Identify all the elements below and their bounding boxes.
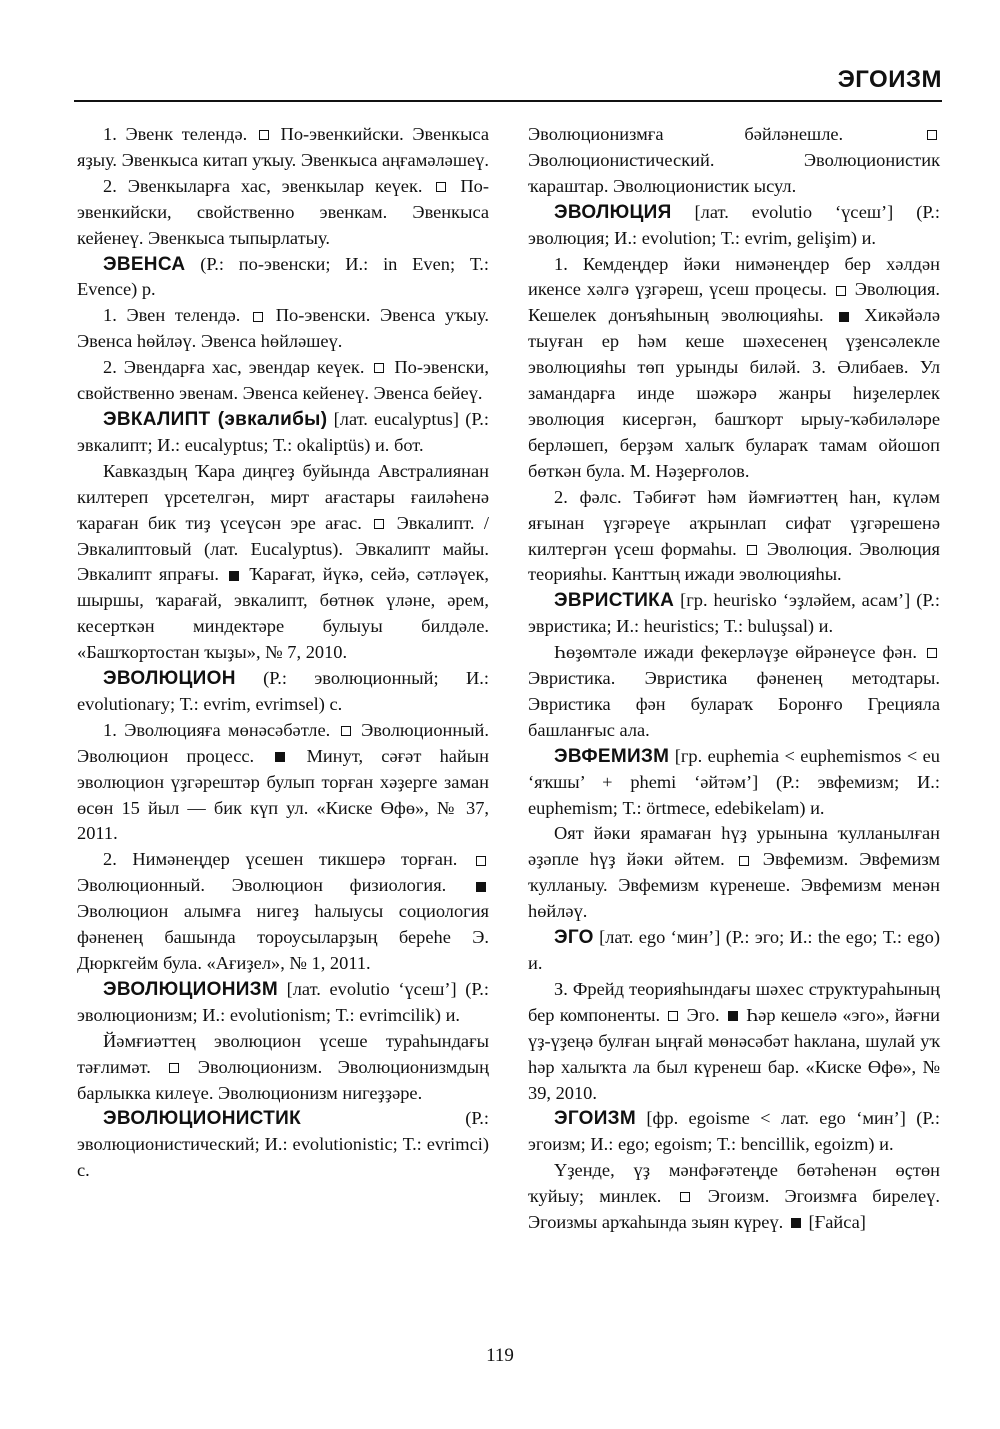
left-column — [77, 122, 489, 1184]
entry-text: (Р.: эволюционистический; И.: evolutionistic; Т.: evrimci) с. — [77, 1108, 489, 1181]
open-square-marker — [927, 130, 937, 140]
open-square-marker — [680, 1192, 690, 1202]
entry-text: [лат. eucalyptus] (Р.: эвкалипт; И.: eucalyptus; Т.: okaliptüs) и. бот. — [77, 408, 490, 455]
dictionary-sense — [77, 718, 489, 848]
entry-text: 2. Эвенкыларға хас, эвенкылар кеүек. По-эвенкийски, свойственно эвенкам. Эвенкыса кейенеү. Эвенкыса тыпырлатыу. — [77, 175, 489, 248]
open-square-marker — [436, 182, 446, 192]
filled-square-marker — [275, 752, 285, 762]
headword: ЭВОЛЮЦИОНИЗМ — [103, 978, 279, 1000]
entry-text: (Р.: эволюционный; И.: evolutionary; Т.: evrim, evrimsel) с. — [77, 668, 489, 714]
entry-text: 1. Эвен телендә. По-эвенски. Эвенса уҡыу. Эвенса һөйләү. Эвенса һөйләшеү. — [77, 305, 489, 352]
entry-text: 2. Нимәнеңдер үсешен тикшерә торған. Эволюционный. Эволюцион физиология. Эволюцион алымға нигеҙ һалыусы социология фәненең башында тороусыларҙың береһе Э. Дюркгейм була. «Ағиҙел», № 1, 2011. — [77, 849, 489, 973]
dictionary-sense — [528, 1158, 940, 1236]
headword: ЭВЕНСА — [103, 253, 186, 275]
dictionary-sense — [528, 640, 940, 744]
entry-text: З. Фрейд теорияһындағы шәхес структураһының бер компоненты. Эго. Һәр кешелә «эго», йәғни үҙ-үҙеңә булған ыңғай мөнәсәбәт һаклана, шулай уҡ һәр халыҡта ла был күренеш бар. «Киске Өфө», № 39, 2010. — [528, 978, 941, 1103]
filled-square-marker — [229, 571, 239, 581]
dictionary-entry-head — [528, 588, 940, 640]
entry-text: [лат. evolutio ‘үсеш’] (Р.: эволюция; И.: evolution; Т.: evrim, gelişim) и. — [528, 201, 940, 248]
entry-text: [гр. euphemia < euphemismos < eu ‘яҡшы’ + phemi ‘әйтәм’] (Р.: эвфемизм; И.: euphemism; Т.: örtmece, edebikelam) и. — [528, 745, 940, 818]
headword: ЭВФЕМИЗМ — [554, 745, 670, 767]
open-square-marker — [668, 1011, 678, 1021]
dictionary-entry-head — [77, 1106, 489, 1184]
headword: ЭВОЛЮЦИОН — [103, 668, 236, 690]
entry-text: 2. Эвендарға хас, эвендар кеүек. По-эвенски, свойственно эвенам. Эвенса кейенеү. Эвенса бейеү. — [77, 357, 489, 404]
dictionary-sense — [77, 303, 489, 355]
open-square-marker — [374, 519, 384, 529]
open-square-marker — [739, 856, 749, 866]
dictionary-sense — [528, 485, 940, 589]
entry-text: 1. Эволюцияға мөнәсәбәтле. Эволюционный. Эволюцион процесс. Минут, сәғәт һайын эволюцион үҙгәрештәр булып торған хәҙерге заман өсөн 15 йыл — бик күп ул. «Киске Өфө», № 37, 2011. — [77, 719, 489, 844]
filled-square-marker — [791, 1218, 801, 1228]
entry-text: Эволюционизмға бәйләнешле. Эволюционистический. Эволюционистик ҡараштар. Эволюционистик ысул. — [528, 124, 940, 196]
entry-text: [гр. heurisko ‘эҙләйем, асам’] (Р.: эвристика; И.: heuristics; Т.: buluşsal) и. — [528, 590, 940, 637]
entry-text: [лат. evolutio ‘үсеш’] (Р.: эволюционизм; И.: evolutionism; Т.: evrimcilik) и. — [77, 978, 489, 1025]
headword: ЭВОЛЮЦИОНИСТИК — [103, 1108, 301, 1130]
open-square-marker — [747, 545, 757, 555]
dictionary-sense — [77, 122, 489, 174]
page-number: 119 — [486, 1345, 514, 1366]
dictionary-entry-head — [77, 252, 489, 304]
headword: ЭГО — [554, 927, 594, 949]
headword: ЭВОЛЮЦИЯ — [554, 201, 672, 223]
open-square-marker — [927, 648, 937, 658]
entry-text: [лат. ego ‘мин’] (Р.: эго; И.: the ego; Т.: ego) и. — [528, 927, 940, 973]
dictionary-sense — [77, 847, 489, 977]
headword: ЭГОИЗМ — [554, 1108, 637, 1130]
running-head-word: ЭГОИЗМ — [837, 66, 942, 93]
dictionary-sense — [77, 1029, 489, 1107]
dictionary-entry-head — [528, 200, 940, 252]
dictionary-entry-head — [77, 666, 489, 718]
headword: ЭВРИСТИКА — [554, 590, 675, 612]
open-square-marker — [476, 856, 486, 866]
dictionary-entry-head — [77, 977, 489, 1029]
filled-square-marker — [839, 312, 849, 322]
entry-text: Үҙенде, үҙ мәнфәғәтеңде бөтәһенән өҫтөн ҡуйыу; минлек. Эгоизм. Эгоизмға бирелеү. Эгоизмы арҡаһында зыян күреү. [Ғайса] — [528, 1160, 940, 1233]
dictionary-sense — [77, 174, 489, 252]
dictionary-entry-head — [528, 1106, 940, 1158]
entry-text: (Р.: по-эвенски; И.: in Even; Т.: Evence) р. — [77, 253, 489, 300]
open-square-marker — [341, 726, 351, 736]
open-square-marker — [374, 363, 384, 373]
open-square-marker — [169, 1063, 179, 1073]
entry-text: 1. Эвенк телендә. По-эвенкийски. Эвенкыса яҙыу. Эвенкыса китап уҡыу. Эвенкыса аңғамәләшеү. — [77, 124, 489, 170]
open-square-marker — [836, 286, 846, 296]
dictionary-sense — [77, 459, 489, 666]
dictionary-entry-head — [528, 925, 940, 977]
dictionary-entry-head — [77, 407, 489, 459]
entry-text: Һөҙөмтәле ижади фекерләүҙе өйрәнеүсе фән. Эвристика. Эвристика фәненең методтары. Эвристика фән булараҡ Боронғо Грецияла башланғыс ала. — [528, 642, 940, 740]
page-header — [74, 60, 942, 102]
right-column — [528, 122, 940, 1236]
dictionary-sense — [528, 122, 940, 200]
entry-text: [фр. egoisme < лат. ego ‘мин’] (Р.: эгоизм; И.: ego; egoism; Т.: bencillik, egoizm) и. — [528, 1108, 940, 1155]
dictionary-entry-head — [528, 744, 940, 822]
dictionary-sense — [528, 252, 940, 485]
dictionary-sense — [528, 977, 940, 1107]
entry-text: 2. фәлс. Тәбиғәт һәм йәмғиәттең һан, күләм яғынан үҙгәреүе аҡрынлап сифат үҙгәрешенә килтергән үсеш формаһы. Эволюция. Эволюция теорияһы. Канттың ижади эволюцияһы. — [528, 486, 941, 585]
open-square-marker — [253, 312, 263, 322]
filled-square-marker — [728, 1011, 738, 1021]
filled-square-marker — [476, 882, 486, 892]
open-square-marker — [259, 130, 269, 140]
headword: ЭВКАЛИПТ (эвкалибы) — [103, 408, 328, 430]
entry-text: 1. Кемдеңдер йәки нимәнеңдер бер хәлдән икенсе хәлгә үҙгәреш, үсеш процесы. Эволюция. Кешелек донъяһының эволюцияһы. Хикәйәлә тыуған ер һәм кеше шәхесенең үҙенсәлекле эволюцияһы төп урынды биләй. З. Әлибаев. Ул замандарға инде шәжәрә жанры һиҙелерлек эволюция кисергән, башҡорт ырыу-ҡәбиләләре берләшеп, берҙәм халыҡ булараҡ тамам ойошоп бөткән була. М. Нәҙерғолов. — [528, 253, 941, 481]
entry-text: Оят йәки ярамаған һүҙ урынына ҡулланылған әҙәпле һүҙ йәки әйтем. Эвфемизм. Эвфемизм ҡулланыу. Эвфемизм күренеше. Эвфемизм менән һөйләү. — [528, 823, 941, 922]
dictionary-sense — [528, 821, 940, 925]
dictionary-sense — [77, 355, 489, 407]
entry-text: Йәмғиәттең эволюцион үсеше тураһындағы тәғлимәт. Эволюционизм. Эволюционизмдың барлыкка килеүе. Эволюционизм нигеҙҙәре. — [77, 1030, 489, 1103]
entry-text: Кавказдың Ҡара диңгеҙ буйында Австралиянан килтереп үрсетелгән, мирт ағастары ғаиләһенә ҡараған бик тиҙ үсеүсән эре ағас. Эвкалипт. / Эвкалиптовый (лат. Eucalyptus). Эвкалипт майы. Эвкалипт япрағы. Ҡарағат, йүкә, сейә, сәтләүек, шыршы, ҡарағай, эвкалипт, бөтнөк үләне, әрем, кесерткән миндектәре булыуы билдәле. «Башҡортостан ҡыҙы», № 7, 2010. — [77, 460, 490, 663]
